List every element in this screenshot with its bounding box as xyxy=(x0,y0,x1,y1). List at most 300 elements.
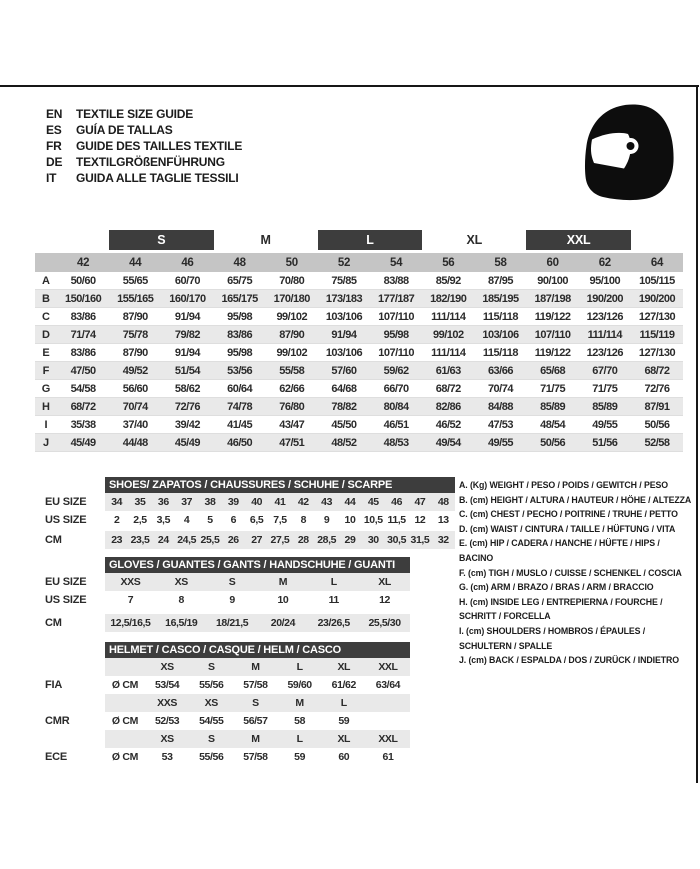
size-value-cell: 85/92 xyxy=(435,274,461,287)
size-column-header: 42 xyxy=(76,256,90,269)
size-value-cell: 50/56 xyxy=(644,418,670,431)
size-value-cell: 60/70 xyxy=(174,274,200,287)
shoes-cell: 29 xyxy=(344,534,356,546)
size-value-cell: 80/84 xyxy=(383,400,409,413)
size-value-cell: 70/74 xyxy=(487,382,513,395)
size-column-header: 58 xyxy=(494,256,507,269)
shoes-cell: 12 xyxy=(414,514,426,526)
gloves-table-title: GLOVES / GUANTES / GANTS / HANDSCHUHE / GUANTI xyxy=(105,557,410,573)
helmet-size-row xyxy=(45,658,410,676)
helmet-unit-label: Ø CM xyxy=(111,679,139,691)
measure-row xyxy=(35,362,683,380)
gloves-cell: 12 xyxy=(379,594,390,606)
size-value-cell: 51/56 xyxy=(592,436,618,449)
shoes-row xyxy=(45,493,455,511)
size-value-cell: 160/170 xyxy=(169,292,206,305)
gloves-row-label: CM xyxy=(45,617,62,629)
size-band xyxy=(57,230,109,250)
helmet-size-row xyxy=(45,730,410,748)
size-value-cell: 103/106 xyxy=(325,346,363,359)
language-label: GUIDA ALLE TAGLIE TESSILI xyxy=(76,171,239,185)
shoes-cells xyxy=(105,511,455,529)
size-value-cell: 177/187 xyxy=(377,292,415,305)
helmet-value-cell: 61 xyxy=(382,751,394,763)
size-value-cell: 155/165 xyxy=(117,292,154,305)
size-value-cell: 62/66 xyxy=(279,382,305,395)
shoes-cell: 10,5 xyxy=(363,514,383,526)
gloves-cell: 18/21,5 xyxy=(215,617,249,629)
size-value-cell: 71/75 xyxy=(540,382,566,395)
measurement-legend xyxy=(459,478,695,668)
size-value-cell: 45/49 xyxy=(174,436,200,449)
helmet-size-cell: S xyxy=(252,697,259,709)
size-value-cell: 111/114 xyxy=(431,310,466,323)
helmet-standard-label: CMR xyxy=(45,715,70,727)
size-column-header: 50 xyxy=(285,256,298,269)
shoes-cell: 34 xyxy=(111,496,123,508)
size-value-cell: 47/51 xyxy=(279,436,305,449)
helmet-size-cell: S xyxy=(207,661,215,673)
shoes-table xyxy=(45,477,455,549)
helmet-value-cell: 57/58 xyxy=(243,751,268,763)
shoes-cell: 32 xyxy=(437,534,449,546)
size-number-row xyxy=(35,253,683,272)
size-value-cell: 57/60 xyxy=(331,364,357,377)
gloves-cell: 23/26,5 xyxy=(317,617,350,629)
shoes-cell: 2 xyxy=(113,514,120,526)
size-value-cell: 99/102 xyxy=(276,310,308,323)
gloves-cells xyxy=(105,573,410,591)
gloves-cell: 20/24 xyxy=(270,617,296,629)
helmet-size-cell: XXL xyxy=(378,733,398,745)
size-value-cell: 72/76 xyxy=(644,382,670,395)
size-value-cell: 170/180 xyxy=(273,292,310,305)
shoes-cell: 23,5 xyxy=(130,534,150,546)
shoes-cell: 30 xyxy=(367,534,379,546)
shoes-cell: 43 xyxy=(321,496,333,508)
shoes-cell: 10 xyxy=(344,514,356,526)
helmet-value-cell: 56/57 xyxy=(243,715,268,727)
size-value-cell: 37/40 xyxy=(122,418,148,431)
gloves-cell: S xyxy=(228,576,236,588)
size-value-cell: 74/78 xyxy=(227,400,253,413)
size-value-cell: 48/53 xyxy=(383,436,409,449)
size-value-cell: 103/106 xyxy=(482,328,519,341)
helmet-size-cell: XXS xyxy=(157,697,177,709)
size-value-cell: 107/110 xyxy=(378,310,414,323)
gloves-row-label: US SIZE xyxy=(45,594,87,606)
size-value-cell: 107/110 xyxy=(534,328,571,341)
language-label: GUIDE DES TAILLES TEXTILE xyxy=(76,139,243,153)
size-value-cell: 45/49 xyxy=(70,436,96,449)
gloves-cell: XL xyxy=(378,576,391,588)
gloves-cells xyxy=(105,614,410,632)
measure-row xyxy=(35,398,683,416)
measure-row-key: C xyxy=(42,310,50,323)
size-band: L xyxy=(318,230,422,250)
size-band: S xyxy=(109,230,213,250)
size-value-cell: 82/86 xyxy=(435,400,461,413)
shoes-cell: 23 xyxy=(111,534,123,546)
size-value-cell: 119/122 xyxy=(534,310,571,323)
helmet-value-cell: 58 xyxy=(294,715,306,727)
size-value-cell: 95/98 xyxy=(227,310,253,323)
size-value-cell: 91/94 xyxy=(174,346,200,359)
gloves-row-label: EU SIZE xyxy=(45,576,87,588)
size-value-cell: 71/74 xyxy=(70,328,96,341)
size-value-cell: 46/51 xyxy=(383,418,409,431)
language-code: DE xyxy=(46,155,63,169)
gloves-row xyxy=(45,591,410,609)
size-value-cell: 51/54 xyxy=(174,364,200,377)
size-value-cell: 190/200 xyxy=(638,292,676,305)
legend-item: G. (cm) ARM / BRAZO / BRAS / ARM / BRACCIO xyxy=(459,582,654,593)
language-row xyxy=(46,170,242,186)
size-value-cell: 87/95 xyxy=(487,274,513,287)
size-value-cell: 79/82 xyxy=(174,328,200,341)
size-value-cell: 119/122 xyxy=(534,346,571,359)
measure-row xyxy=(35,326,683,344)
frame-top-border xyxy=(0,85,699,87)
size-column-header: 46 xyxy=(181,256,194,269)
measure-row-key: G xyxy=(41,382,51,395)
size-value-cell: 47/53 xyxy=(487,418,513,431)
shoes-row xyxy=(45,511,455,529)
size-value-cell: 48/52 xyxy=(331,436,357,449)
shoes-cell: 24 xyxy=(157,534,169,546)
helmet-value-cell: 59 xyxy=(338,715,350,727)
helmet-value-cell: 63/64 xyxy=(375,679,401,691)
shoes-cell: 7,5 xyxy=(273,514,287,526)
legend-item: B. (cm) HEIGHT / ALTURA / HAUTEUR / HÖHE / ALTEZZA xyxy=(459,494,692,505)
helmet-value-cells xyxy=(105,748,410,766)
gloves-cell: M xyxy=(278,576,288,588)
legend-item: A. (Kg) WEIGHT / PESO / POIDS / GEWITCH / PESO xyxy=(459,480,668,490)
size-column-header: 64 xyxy=(650,256,664,269)
shoes-cell: 3,5 xyxy=(156,514,171,526)
size-value-cell: 60/64 xyxy=(227,382,253,395)
helmet-size-cell: XL xyxy=(337,733,351,745)
helmet-size-cells xyxy=(105,658,410,676)
shoes-cell: 6 xyxy=(230,514,237,526)
size-value-cell: 115/118 xyxy=(482,346,518,359)
size-value-cell: 49/54 xyxy=(435,436,461,449)
size-value-cell: 187/198 xyxy=(534,292,571,305)
helmet-unit-label: Ø CM xyxy=(111,751,139,763)
helmet-size-cell: XS xyxy=(160,733,174,745)
helmet-value-cell: 52/53 xyxy=(154,715,180,727)
size-column-header: 44 xyxy=(129,256,142,269)
size-value-cell: 76/80 xyxy=(279,400,305,413)
size-value-cell: 68/72 xyxy=(644,364,670,377)
size-value-cell: 50/56 xyxy=(540,436,566,449)
size-value-cell: 150/160 xyxy=(64,292,102,305)
frame-right-border xyxy=(696,85,698,783)
helmet-size-cell: M xyxy=(251,661,260,673)
helmet-value-cell: 55/56 xyxy=(199,679,224,691)
size-value-cell: 115/118 xyxy=(482,310,518,323)
size-value-cell: 66/70 xyxy=(383,382,409,395)
size-column-header: 62 xyxy=(598,256,611,269)
gloves-cell: 9 xyxy=(229,594,235,606)
shoes-row xyxy=(45,531,455,549)
size-value-cell: 90/100 xyxy=(537,274,568,287)
size-value-cell: 47/50 xyxy=(70,364,96,377)
helmet-value-row xyxy=(45,676,410,694)
gloves-cell: 12,5/16,5 xyxy=(110,617,151,629)
size-column-header: 56 xyxy=(442,256,455,269)
helmet-value-row xyxy=(45,712,410,730)
size-value-cell: 52/58 xyxy=(644,436,670,449)
legend-item: D. (cm) WAIST / CINTURA / TAILLE / HÜFTUNG / VITA xyxy=(459,523,676,534)
size-band: XL xyxy=(466,233,483,247)
shoes-cell: 28 xyxy=(297,534,309,546)
size-value-cell: 55/65 xyxy=(122,274,148,287)
shoes-cell: 6,5 xyxy=(249,514,264,526)
size-value-cell: 87/90 xyxy=(279,328,305,341)
helmet-size-cell: L xyxy=(296,733,303,745)
language-row xyxy=(46,138,242,154)
helmet-value-row xyxy=(45,748,410,766)
size-value-cell: 107/110 xyxy=(378,346,414,359)
helmet-table xyxy=(45,642,410,766)
legend-item: H. (cm) INSIDE LEG / ENTREPIERNA / FOURCHE / SCHRITT / FORCELLA xyxy=(459,596,663,622)
shoes-cell: 24,5 xyxy=(177,534,197,546)
size-column-header: 60 xyxy=(546,256,559,269)
size-value-cell: 35/38 xyxy=(70,418,96,431)
helmet-unit-label: Ø CM xyxy=(111,715,139,727)
size-value-cell: 83/86 xyxy=(70,310,96,323)
measure-row xyxy=(35,272,683,290)
size-value-cell: 127/130 xyxy=(638,310,676,323)
size-value-cell: 190/200 xyxy=(586,292,623,305)
shoes-cell: 31,5 xyxy=(410,534,430,546)
size-value-cell: 95/98 xyxy=(227,346,253,359)
size-value-cell: 83/86 xyxy=(70,346,96,359)
size-value-cell: 41/45 xyxy=(227,418,253,431)
measure-row-key: F xyxy=(42,364,50,377)
legend-item: F. (cm) TIGH / MUSLO / CUISSE / SCHENKEL / COSCIA xyxy=(459,567,682,578)
size-value-cell: 115/119 xyxy=(639,328,675,341)
gloves-cell: XS xyxy=(174,576,188,588)
textile-size-table xyxy=(35,230,683,452)
size-value-cell: 50/60 xyxy=(70,274,96,287)
shoes-cell: 46 xyxy=(391,496,403,508)
size-value-cell: 95/100 xyxy=(589,274,621,287)
size-value-cell: 54/58 xyxy=(70,382,96,395)
helmet-standard-label: FIA xyxy=(45,679,63,691)
size-value-cell: 72/76 xyxy=(174,400,200,413)
size-value-cell: 91/94 xyxy=(174,310,200,323)
size-value-cell: 111/114 xyxy=(587,328,623,341)
gloves-cell: 7 xyxy=(127,594,134,606)
size-value-cell: 56/60 xyxy=(122,382,148,395)
language-label: TEXTILGRÖßENFÜHRUNG xyxy=(76,155,225,169)
shoes-row-label: US SIZE xyxy=(45,514,87,526)
language-row xyxy=(46,122,242,138)
helmet-value-cell: 59 xyxy=(294,751,306,763)
measure-row xyxy=(35,434,683,452)
size-band xyxy=(631,230,683,250)
measure-row xyxy=(35,416,683,434)
size-value-cell: 111/114 xyxy=(431,346,466,359)
size-value-cell: 46/50 xyxy=(227,436,253,449)
size-value-cell: 105/115 xyxy=(639,274,675,287)
helmet-size-row xyxy=(45,694,410,712)
language-code: FR xyxy=(46,139,62,153)
measure-row xyxy=(35,344,683,362)
size-value-cell: 95/98 xyxy=(383,328,409,341)
size-value-cell: 123/126 xyxy=(586,310,623,323)
helmet-size-cell: L xyxy=(340,697,347,709)
helmet-value-cell: 59/60 xyxy=(287,679,312,691)
size-value-cell: 70/80 xyxy=(279,274,305,287)
helmet-size-row-spacer xyxy=(45,730,105,748)
language-code: IT xyxy=(46,171,57,185)
shoes-table-title: SHOES/ ZAPATOS / CHAUSSURES / SCHUHE / SCARPE xyxy=(105,477,455,493)
shoes-cell: 48 xyxy=(437,496,449,508)
shoes-cell: 26 xyxy=(227,534,239,546)
size-value-cell: 45/50 xyxy=(331,418,357,431)
language-label: GUÍA DE TALLAS xyxy=(76,123,173,137)
helmet-table-title: HELMET / CASCO / CASQUE / HELM / CASCO xyxy=(105,642,410,658)
size-value-cell: 185/195 xyxy=(482,292,519,305)
shoes-cell: 39 xyxy=(227,496,239,508)
size-value-cell: 99/102 xyxy=(276,346,308,359)
gloves-cell: L xyxy=(330,576,337,588)
size-value-cell: 85/89 xyxy=(540,400,566,413)
language-label: TEXTILE SIZE GUIDE xyxy=(76,107,194,121)
size-band: XXL xyxy=(526,230,630,250)
size-value-cell: 49/52 xyxy=(122,364,148,377)
helmet-value-cells xyxy=(105,676,410,694)
gloves-cell: 11 xyxy=(328,594,339,606)
size-value-cell: 39/42 xyxy=(174,418,200,431)
language-row xyxy=(46,154,242,170)
measure-row xyxy=(35,308,683,326)
helmet-size-cell: L xyxy=(296,661,303,673)
size-value-cell: 59/62 xyxy=(383,364,409,377)
size-value-cell: 103/106 xyxy=(325,310,363,323)
helmet-size-cell: XS xyxy=(204,697,218,709)
helmet-size-cell: XL xyxy=(337,661,351,673)
gloves-cell: XXS xyxy=(120,576,141,588)
language-title-block xyxy=(46,106,242,186)
measure-row xyxy=(35,380,683,398)
shoes-cell: 27 xyxy=(251,534,263,546)
measure-row-key: A xyxy=(42,274,50,287)
gloves-table xyxy=(45,557,410,632)
helmet-size-cell: M xyxy=(251,733,260,745)
gloves-cell: 16,5/19 xyxy=(165,617,198,629)
measure-row-key: B xyxy=(42,292,50,305)
size-column-header: 52 xyxy=(337,256,351,269)
size-value-cell: 87/90 xyxy=(122,346,148,359)
helmet-size-cell: XXL xyxy=(378,661,398,673)
helmet-standard-label: ECE xyxy=(45,751,68,763)
size-value-cell: 49/55 xyxy=(592,418,618,431)
size-value-cell: 48/54 xyxy=(540,418,566,431)
helmet-value-cell: 55/56 xyxy=(199,751,224,763)
size-value-cell: 61/63 xyxy=(435,364,461,377)
language-row xyxy=(46,106,242,122)
language-code: EN xyxy=(46,107,63,121)
size-value-cell: 127/130 xyxy=(638,346,676,359)
measure-row-key: H xyxy=(42,400,50,413)
shoes-cell: 11,5 xyxy=(387,514,406,526)
helmet-value-cell: 53 xyxy=(161,751,173,763)
gloves-cell: 8 xyxy=(178,594,184,606)
size-value-cell: 165/175 xyxy=(221,292,258,305)
gloves-cell: 10 xyxy=(277,594,289,606)
shoes-cell: 27,5 xyxy=(270,534,290,546)
shoes-cell: 9 xyxy=(323,514,330,526)
racing-helmet-icon xyxy=(573,101,683,204)
shoes-row-label: CM xyxy=(45,534,62,546)
shoes-cell: 13 xyxy=(437,514,449,526)
shoes-cell: 28,5 xyxy=(317,534,337,546)
helmet-value-cell: 61/62 xyxy=(331,679,356,691)
gloves-cells xyxy=(105,591,410,609)
helmet-size-row-spacer xyxy=(45,658,105,676)
size-value-cell: 65/68 xyxy=(540,364,566,377)
size-column-header: 54 xyxy=(390,256,403,269)
size-value-cell: 53/56 xyxy=(227,364,253,377)
size-value-cell: 65/75 xyxy=(227,274,253,287)
size-value-cell: 75/78 xyxy=(122,328,148,341)
shoes-cells xyxy=(105,531,455,549)
size-value-cell: 173/183 xyxy=(325,292,363,305)
measure-row-key: D xyxy=(42,328,50,341)
size-value-cell: 84/88 xyxy=(487,400,513,413)
size-value-cell: 49/55 xyxy=(487,436,513,449)
shoes-cells xyxy=(105,493,455,511)
gloves-cell: 25,5/30 xyxy=(368,617,401,629)
size-value-cell: 87/91 xyxy=(644,400,670,413)
shoes-cell: 30,5 xyxy=(387,534,407,546)
size-band-row xyxy=(35,230,683,250)
helmet-size-cells xyxy=(105,694,410,712)
shoes-cell: 37 xyxy=(181,496,193,508)
shoes-cell: 4 xyxy=(183,514,190,526)
shoes-cell: 47 xyxy=(414,496,426,508)
size-value-cell: 68/72 xyxy=(435,382,461,395)
helmet-value-cell: 54/55 xyxy=(199,715,224,727)
size-value-cell: 68/72 xyxy=(70,400,96,413)
shoes-cell: 36 xyxy=(157,496,169,508)
shoes-cell: 41 xyxy=(274,496,286,508)
legend-item: I. (cm) SHOULDERS / HOMBROS / ÉPAULES / SCHULTERN / SPALLE xyxy=(459,625,646,651)
legend-item: J. (cm) BACK / ESPALDA / DOS / ZURÜCK / INDIETRO xyxy=(459,655,680,666)
size-value-cell: 83/86 xyxy=(227,328,253,341)
helmet-value-cell: 60 xyxy=(338,751,350,763)
gloves-row xyxy=(45,573,410,591)
size-value-cell: 46/52 xyxy=(435,418,461,431)
shoes-cell: 8 xyxy=(300,514,307,526)
shoes-cell: 2,5 xyxy=(133,514,147,526)
size-value-cell: 44/48 xyxy=(122,436,148,449)
shoes-cell: 38 xyxy=(204,496,216,508)
helmet-value-cells xyxy=(105,712,410,730)
size-value-cell: 63/66 xyxy=(487,364,513,377)
size-band: M xyxy=(260,233,271,247)
size-value-cell: 43/47 xyxy=(279,418,305,431)
size-value-cell: 91/94 xyxy=(331,328,357,341)
gloves-row xyxy=(45,614,410,632)
shoes-cell: 35 xyxy=(134,496,146,508)
size-value-cell: 99/102 xyxy=(432,328,464,341)
size-value-cell: 75/85 xyxy=(331,274,357,287)
